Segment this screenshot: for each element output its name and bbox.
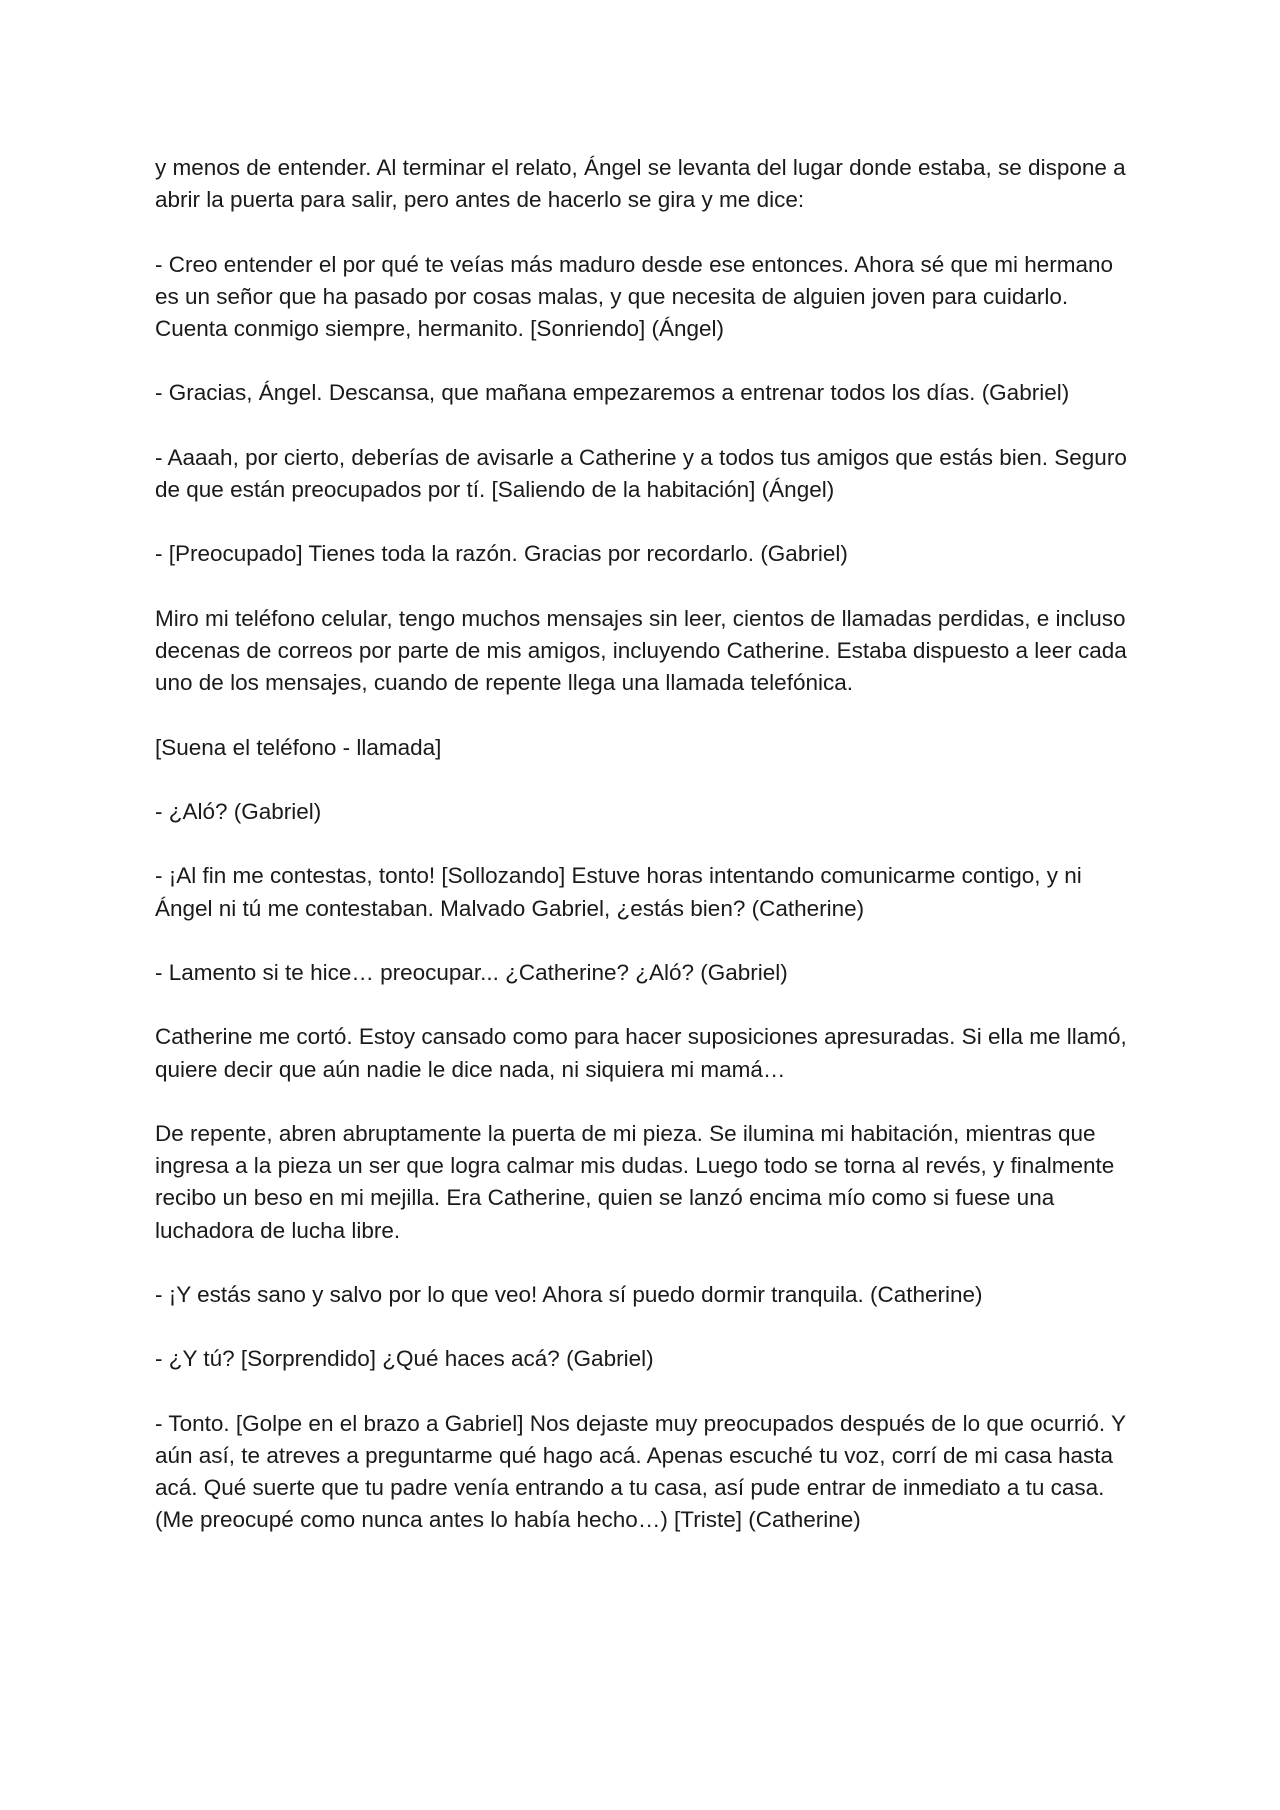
paragraph-15: - Tonto. [Golpe en el brazo a Gabriel] Nos dejaste muy preocupados después de lo que ocurrió. Y aún así, te atreves a preguntarme qué hago acá. Apenas escuché tu voz, corrí de mi casa hasta acá. Qué suerte que tu padre venía entrando a tu casa, así pude entrar de inmediato a tu casa. (Me preocupé como nunca antes lo había hecho…) [Triste] (Catherine) [155,1410,1126,1533]
paragraph-6: Miro mi teléfono celular, tengo muchos mensajes sin leer, cientos de llamadas perdidas, e incluso decenas de correos por parte de mis amigos, incluyendo Catherine. Estaba dispuesto a leer cada uno de los mensajes, cuando de repente llega una llamada telefónica. [155,605,1127,696]
paragraph-1: y menos de entender. Al terminar el relato, Ángel se levanta del lugar donde estaba, se dispone a abrir la puerta para salir, pero antes de hacerlo se gira y me dice: [155,155,1126,213]
paragraph-9: - ¡Al fin me contestas, tonto! [Sollozando] Estuve horas intentando comunicarme contigo, y ni Ángel ni tú me contestaban. Malvado Gabriel, ¿estás bien? (Catherine) [155,863,1082,921]
paragraph-11: Catherine me cortó. Estoy cansado como para hacer suposiciones apresuradas. Si ella me llamó, quiere decir que aún nadie le dice nada, ni siquiera mi mamá… [155,1024,1127,1082]
paragraph-5: - [Preocupado] Tienes toda la razón. Gracias por recordarlo. (Gabriel) [155,541,848,567]
paragraph-14: - ¿Y tú? [Sorprendido] ¿Qué haces acá? (Gabriel) [155,1346,654,1372]
paragraph-10: - Lamento si te hice… preocupar... ¿Catherine? ¿Aló? (Gabriel) [155,959,788,985]
document-body [155,152,1130,1537]
paragraph-12: De repente, abren abruptamente la puerta de mi pieza. Se ilumina mi habitación, mientras que ingresa a la pieza un ser que logra calmar mis dudas. Luego todo se torna al revés, y finalmente recibo un beso en mi mejilla. Era Catherine, quien se lanzó encima mío como si fuese una luchadora de lucha libre. [155,1120,1115,1243]
paragraph-7: [Suena el teléfono - llamada] [155,734,442,760]
paragraph-2: - Creo entender el por qué te veías más maduro desde ese entonces. Ahora sé que mi hermano es un señor que ha pasado por cosas malas, y que necesita de alguien joven para cuidarlo. Cuenta conmigo siempre, hermanito. [Sonriendo] (Ángel) [155,251,1114,341]
paragraph-13: - ¡Y estás sano y salvo por lo que veo! Ahora sí puedo dormir tranquila. (Catherine) [155,1281,983,1307]
paragraph-8: - ¿Aló? (Gabriel) [155,798,322,824]
paragraph-3: - Gracias, Ángel. Descansa, que mañana empezaremos a entrenar todos los días. (Gabriel) [155,380,1070,406]
paragraph-4: - Aaaah, por cierto, deberías de avisarle a Catherine y a todos tus amigos que estás bien. Seguro de que están preocupados por tí. [Saliendo de la habitación] (Ángel) [155,444,1127,502]
